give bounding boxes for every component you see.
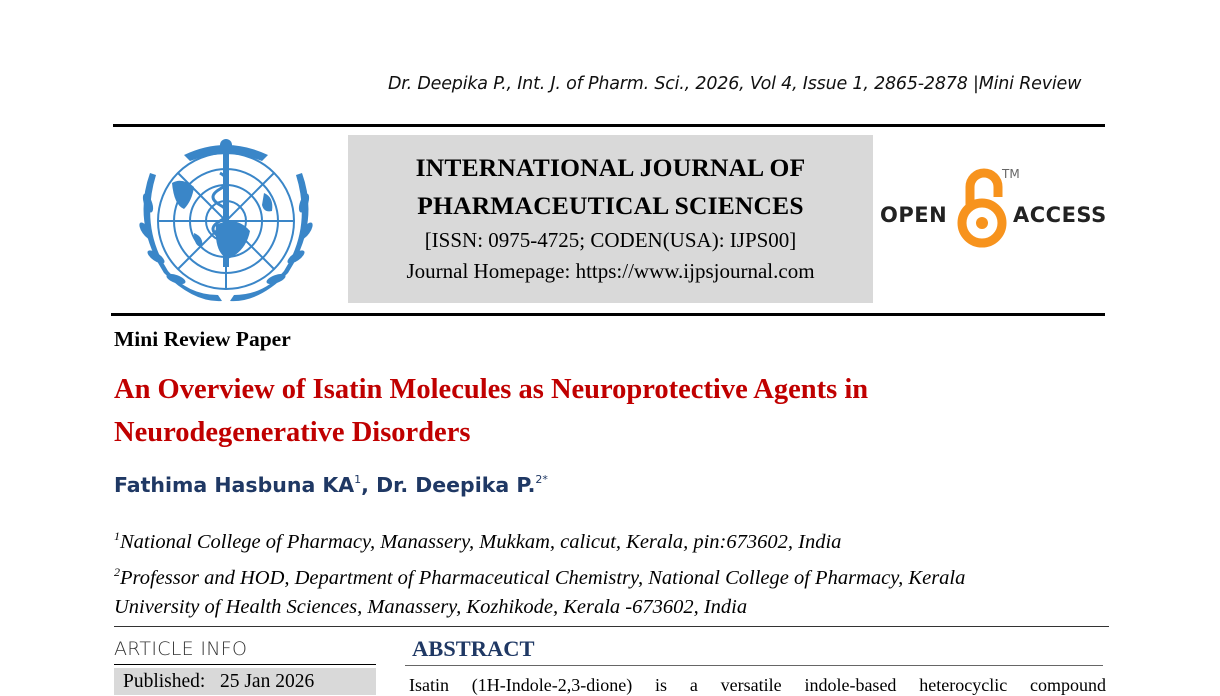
paper-type: Mini Review Paper bbox=[114, 327, 291, 351]
affiliation-item bbox=[114, 558, 1114, 594]
journal-name-box bbox=[348, 135, 873, 303]
journal-emblem-logo bbox=[124, 133, 328, 308]
affiliation-item bbox=[114, 593, 1114, 623]
affiliation-text: University of Health Sciences, Manassery, Kozhikode, Kerala -673602, India bbox=[114, 596, 748, 618]
section-divider bbox=[114, 626, 1109, 627]
journal-title-line1: INTERNATIONAL JOURNAL OF bbox=[415, 153, 806, 182]
affiliations bbox=[114, 522, 1114, 623]
article-info-heading: ARTICLE INFO bbox=[114, 638, 248, 660]
affiliation-number: 1 bbox=[114, 529, 120, 543]
masthead-bottom-rule bbox=[111, 313, 1105, 316]
open-access-logo bbox=[880, 163, 1110, 253]
author-affiliation-sup: 2* bbox=[535, 473, 548, 486]
abstract-text: Isatin (1H-Indole-2,3-dione) is a versatile indole-based heterocyclic compound bbox=[409, 675, 1106, 695]
trademark-symbol: TM bbox=[1002, 167, 1020, 181]
affiliation-item bbox=[114, 522, 1114, 558]
affiliation-number: 2 bbox=[114, 564, 120, 579]
abstract-heading: ABSTRACT bbox=[412, 636, 535, 661]
author-separator: , bbox=[361, 473, 377, 497]
access-text: ACCESS bbox=[1013, 203, 1107, 227]
paper-title bbox=[114, 368, 1074, 454]
author-name: Fathima Hasbuna KA bbox=[114, 473, 355, 497]
author-name: Dr. Deepika P. bbox=[376, 473, 536, 497]
author-affiliation-sup: 1 bbox=[354, 473, 362, 486]
journal-title bbox=[348, 149, 873, 225]
affiliation-text: Professor and HOD, Department of Pharmaceutical Chemistry, National College of Pharmacy, Kerala bbox=[120, 566, 966, 589]
issn-line: [ISSN: 0975-4725; CODEN(USA): IJPS00] bbox=[424, 228, 797, 252]
open-text: OPEN bbox=[880, 203, 948, 227]
running-header: Dr. Deepika P., Int. J. of Pharm. Sci., 2026, Vol 4, Issue 1, 2865-2878 |Mini Review bbox=[388, 74, 1082, 94]
affiliation-text: National College of Pharmacy, Manassery, Mukkam, calicut, Kerala, pin:673602, India bbox=[120, 531, 842, 553]
journal-title-line2: PHARMACEUTICAL SCIENCES bbox=[417, 191, 804, 220]
published-date: 25 Jan 2026 bbox=[219, 671, 315, 692]
paper-title-line1: An Overview of Isatin Molecules as Neuroprotective Agents in bbox=[114, 374, 869, 405]
author-list bbox=[114, 473, 548, 497]
globe-caduceus-icon bbox=[124, 133, 328, 308]
paper-title-line2: Neurodegenerative Disorders bbox=[114, 417, 471, 448]
abstract-rule bbox=[405, 665, 1103, 666]
article-info-rule bbox=[114, 664, 376, 665]
masthead-top-rule bbox=[113, 124, 1105, 127]
published-label: Published: bbox=[123, 671, 206, 692]
journal-homepage[interactable]: Journal Homepage: https://www.ijpsjournal.com bbox=[406, 259, 815, 283]
published-date-box bbox=[114, 668, 376, 695]
